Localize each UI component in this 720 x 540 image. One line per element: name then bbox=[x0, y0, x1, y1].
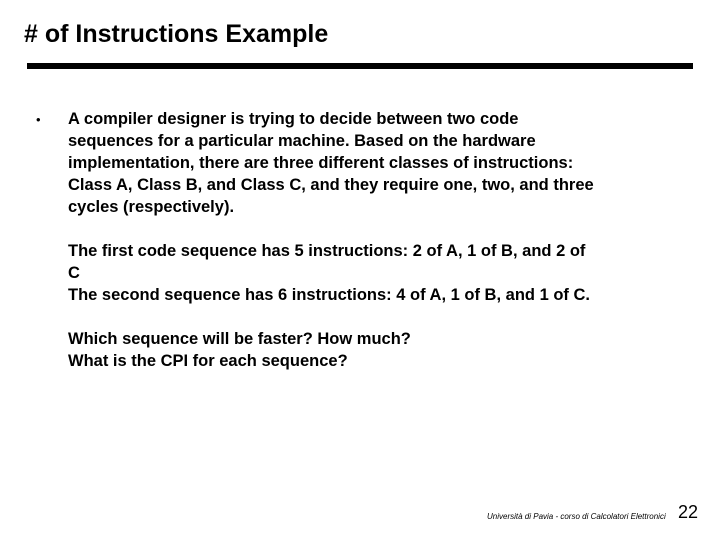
paragraph2-line: The first code sequence has 5 instructions: 2 of A, 1 of B, and 2 of bbox=[68, 242, 586, 260]
bullet-marker: • bbox=[36, 112, 41, 127]
paragraph-gap bbox=[68, 306, 668, 328]
paragraph3-line: Which sequence will be faster? How much? bbox=[68, 330, 411, 348]
page-number: 22 bbox=[678, 502, 699, 522]
paragraph3-line: What is the CPI for each sequence? bbox=[68, 352, 348, 370]
paragraph-gap bbox=[68, 218, 668, 240]
slide-body bbox=[68, 108, 668, 372]
paragraph1-line: implementation, there are three different classes of instructions: bbox=[68, 154, 574, 172]
paragraph1-line: cycles (respectively). bbox=[68, 198, 235, 216]
paragraph2-line: C bbox=[68, 264, 80, 282]
title-divider bbox=[27, 63, 693, 69]
paragraph1-line: sequences for a particular machine. Based on the hardware bbox=[68, 132, 536, 150]
paragraph1-line: A compiler designer is trying to decide between two code bbox=[68, 110, 519, 128]
paragraph2-line: The second sequence has 6 instructions: 4 of A, 1 of B, and 1 of C. bbox=[68, 286, 590, 304]
footer-course-label: Università di Pavia - corso di Calcolatori Elettronici bbox=[487, 512, 666, 521]
slide-title: # of Instructions Example bbox=[24, 20, 329, 48]
paragraph1-line: Class A, Class B, and Class C, and they require one, two, and three bbox=[68, 176, 594, 194]
